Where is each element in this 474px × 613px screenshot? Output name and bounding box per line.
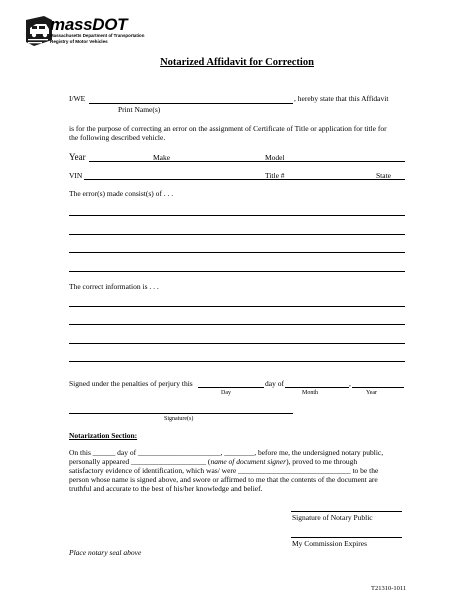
day-of-text: day of <box>265 379 284 388</box>
year-label: Year <box>69 152 86 162</box>
logo-registry-line: Registry of Motor Vehicles <box>50 39 108 44</box>
year-field[interactable] <box>352 387 404 388</box>
year-make-model-field[interactable] <box>89 161 405 162</box>
notary-signature-field[interactable] <box>291 511 402 512</box>
form-number: T21310-1011 <box>371 585 407 592</box>
correct-info-line[interactable] <box>69 343 405 344</box>
signature-field[interactable] <box>69 413 293 414</box>
notarization-heading: Notarization Section: <box>69 431 138 440</box>
date-comma: , <box>349 379 351 388</box>
vin-title-state-field[interactable] <box>84 179 405 180</box>
errors-line[interactable] <box>69 215 405 216</box>
notarization-line5: truthful and accurate to the best of his/her knowledge and belief. <box>69 484 263 493</box>
vin-label: VIN <box>69 171 83 180</box>
document-signer-hint: name of document signer <box>210 457 287 466</box>
month-caption: Month <box>302 390 319 396</box>
day-field[interactable] <box>198 387 264 388</box>
signature-caption: Signature(s) <box>164 416 194 422</box>
errors-line[interactable] <box>69 252 405 253</box>
correct-info-label: The correct information is . . . <box>69 282 159 291</box>
form-title: Notarized Affidavit for Correction <box>160 57 314 68</box>
perjury-text: Signed under the penalties of perjury this <box>69 379 193 388</box>
day-caption: Day <box>221 390 231 396</box>
notarization-line2-start: personally appeared ____________________ ( <box>69 457 211 466</box>
correct-info-line[interactable] <box>69 361 405 362</box>
commission-expires-field[interactable] <box>291 537 402 538</box>
errors-line[interactable] <box>69 234 405 235</box>
errors-label: The error(s) made consist(s) of . . . <box>69 189 174 198</box>
notarization-line2-end: ), proved to me through <box>286 457 358 466</box>
correct-info-line[interactable] <box>69 324 405 325</box>
model-label: Model <box>265 153 285 162</box>
notary-seal-note: Place notary seal above <box>69 548 142 557</box>
notarization-line3: satisfactory evidence of identification, which was/ were ______________________________ to be the <box>69 466 379 475</box>
state-label: State <box>376 171 391 180</box>
title-number-label: Title # <box>265 171 285 180</box>
notarization-line2 <box>69 457 357 466</box>
commission-expires-caption: My Commission Expires <box>292 539 368 548</box>
logo-department-line: Massachusetts Department of Transportation <box>50 33 145 38</box>
year-caption: Year <box>366 390 378 396</box>
month-field[interactable] <box>285 387 349 388</box>
make-label: Make <box>153 153 171 162</box>
notarization-line1: On this ______ day of ______________________, ________, before me, the undersigned notary public, <box>69 448 384 457</box>
notarization-line4: person whose name is signed above, and swore or affirmed to me that the contents of the document are <box>69 475 378 484</box>
purpose-text-line1: is for the purpose of correcting an error on the assignment of Certificate of Title or application for title for <box>69 124 387 133</box>
print-names-field[interactable] <box>89 103 293 104</box>
state-suffix-text: , hereby state that this Affidavit <box>294 94 389 103</box>
logo-wordmark: massDOT <box>50 15 128 34</box>
correct-info-line[interactable] <box>69 306 405 307</box>
purpose-text-line2: the following described vehicle. <box>69 133 166 142</box>
print-names-caption: Print Name(s) <box>118 105 161 114</box>
iwe-label: I/WE <box>69 94 86 103</box>
notary-signature-caption: Signature of Notary Public <box>292 513 373 522</box>
errors-line[interactable] <box>69 271 405 272</box>
